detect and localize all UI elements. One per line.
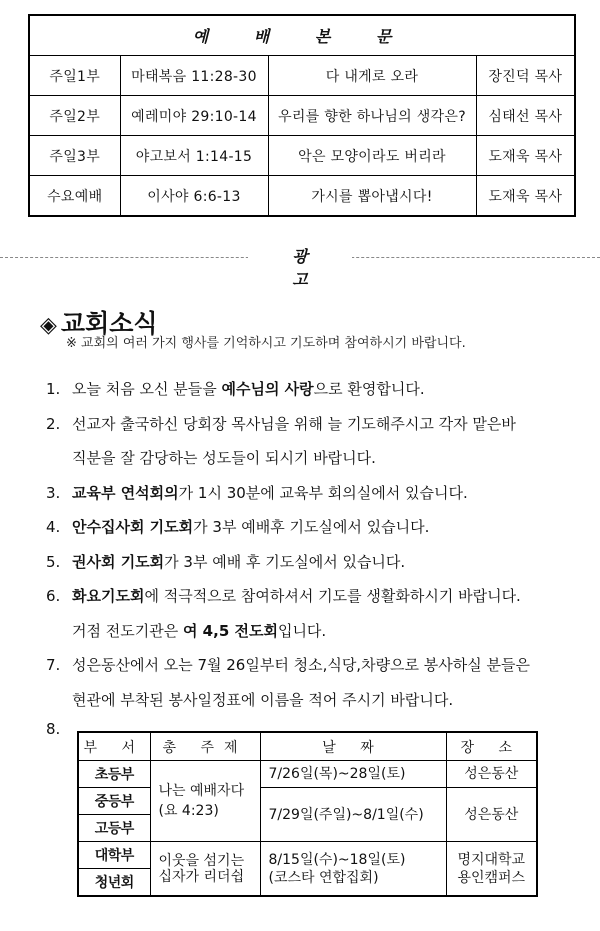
list-item (46, 648, 566, 683)
diamond-icon: ◈ (40, 312, 57, 338)
item-text: 입니다. (277, 621, 327, 640)
item-number: 4. (46, 518, 61, 536)
theme-cell: 다 내게로 오라 (268, 56, 476, 96)
list-item (46, 407, 566, 442)
scripture-cell: 이사야 6:6-13 (120, 176, 268, 216)
item-text: 성은동산에서 오는 7월 26일부터 청소,식당,차량으로 봉사하실 분들은 (72, 656, 531, 674)
item-number: 3. (46, 483, 61, 502)
theme-line: (요 4:23) (158, 803, 219, 819)
dept-cell: 대학부 (78, 842, 150, 869)
item-text: 선교자 출국하신 당회장 목사님을 위해 늘 기도해주시고 각자 맡은바 (72, 414, 516, 433)
service-cell: 주일1부 (30, 56, 120, 96)
header-date: 날 짜 (260, 732, 446, 761)
list-item (46, 545, 566, 580)
date-line: 8/15일(수)~18일(토) (268, 851, 406, 868)
item-text: 가 3부 예배후 기도실에서 있습니다. (193, 518, 430, 536)
place-cell: 성은동산 (446, 761, 537, 788)
sermon-row (30, 176, 574, 216)
date-cell: 7/26일(목)~28일(토) (260, 761, 446, 788)
sermon-table (28, 14, 576, 217)
place-cell: 성은동산 (446, 788, 537, 842)
announcement-list (46, 372, 566, 717)
dept-cell: 중등부 (78, 788, 150, 815)
item-text: 거점 전도기관은 (72, 621, 183, 640)
announcement-title: 광 고 (248, 244, 352, 290)
item-number: 8. (46, 720, 61, 738)
item-number: 6. (46, 587, 61, 605)
service-cell: 주일2부 (30, 96, 120, 136)
list-item (46, 579, 566, 614)
item-emphasis: 안수집사회 기도회 (72, 518, 194, 536)
place-line: 명지대학교 (457, 851, 526, 868)
list-item (46, 372, 566, 407)
dept-cell: 고등부 (78, 815, 150, 842)
item-emphasis: 화요기도회 (72, 587, 145, 605)
item-emphasis: 여 4,5 전도회 (182, 621, 278, 640)
place-cell (446, 842, 537, 897)
preacher-cell: 심태선 목사 (476, 96, 574, 136)
item-text: 오늘 처음 오신 분들을 (72, 380, 222, 398)
sermon-row (30, 56, 574, 96)
date-cell: 7/29일(주일)~8/1일(수) (260, 788, 446, 842)
church-news-label: 교회소식 (60, 309, 158, 338)
item-emphasis: 예수님의 사랑 (221, 380, 314, 398)
list-item-continuation (46, 614, 566, 649)
scripture-cell: 예레미야 29:10-14 (120, 96, 268, 136)
list-item-continuation: 직분을 잘 감당하는 성도들이 되시기 바랍니다. (72, 449, 376, 467)
preacher-cell: 장진덕 목사 (476, 56, 574, 96)
item-text: 가 1시 30분에 교육부 회의실에서 있습니다. (178, 483, 468, 502)
church-news-subtitle: ※ 교회의 여러 가지 행사를 기억하시고 기도하며 참여하시기 바랍니다. (66, 336, 466, 351)
preacher-cell: 도재욱 목사 (476, 136, 574, 176)
theme-cell (150, 761, 260, 842)
item-text: 으로 환영합니다. (313, 380, 425, 398)
date-cell (260, 842, 446, 897)
item-emphasis: 권사회 기도회 (72, 552, 165, 571)
sermon-title: 예 배 본 문 (30, 16, 574, 56)
preacher-cell: 도재욱 목사 (476, 176, 574, 216)
list-item (46, 510, 566, 545)
item-text: 에 적극적으로 참여하셔서 기도를 생활화하시기 바랍니다. (144, 587, 521, 605)
service-cell: 주일3부 (30, 136, 120, 176)
item-number: 1. (46, 380, 61, 398)
sermon-row (30, 136, 574, 176)
date-line: (코스타 연합집회) (268, 869, 379, 886)
item-number: 2. (46, 414, 61, 433)
theme-cell: 우리를 향한 하나님의 생각은? (268, 96, 476, 136)
dept-cell: 초등부 (78, 761, 150, 788)
theme-cell (150, 842, 260, 897)
sermon-row (30, 96, 574, 136)
service-cell: 수요예배 (30, 176, 120, 216)
list-item-continuation: 현관에 부착된 봉사일정표에 이름을 적어 주시기 바랍니다. (72, 690, 454, 709)
summer-retreat-table (77, 731, 538, 897)
header-theme: 총 주제 (150, 732, 260, 761)
theme-line: 나는 예배자다 (158, 783, 245, 799)
header-dept: 부 서 (78, 732, 150, 761)
item-emphasis: 교육부 연석회의 (72, 483, 179, 502)
item-number: 5. (46, 552, 61, 571)
item-number: 7. (46, 656, 61, 674)
place-line: 용인캠퍼스 (457, 869, 526, 886)
dept-cell: 청년회 (78, 869, 150, 897)
theme-cell: 가시를 뽑아냅시다! (268, 176, 476, 216)
theme-line: 십자가 리더쉽 (158, 868, 245, 885)
theme-cell: 악은 모양이라도 버리라 (268, 136, 476, 176)
item-text: 가 3부 예배 후 기도실에서 있습니다. (164, 552, 406, 571)
theme-line: 이웃을 섬기는 (158, 852, 245, 869)
scripture-cell: 마태복음 11:28-30 (120, 56, 268, 96)
list-item (46, 476, 566, 511)
header-place: 장 소 (446, 732, 537, 761)
scripture-cell: 야고보서 1:14-15 (120, 136, 268, 176)
